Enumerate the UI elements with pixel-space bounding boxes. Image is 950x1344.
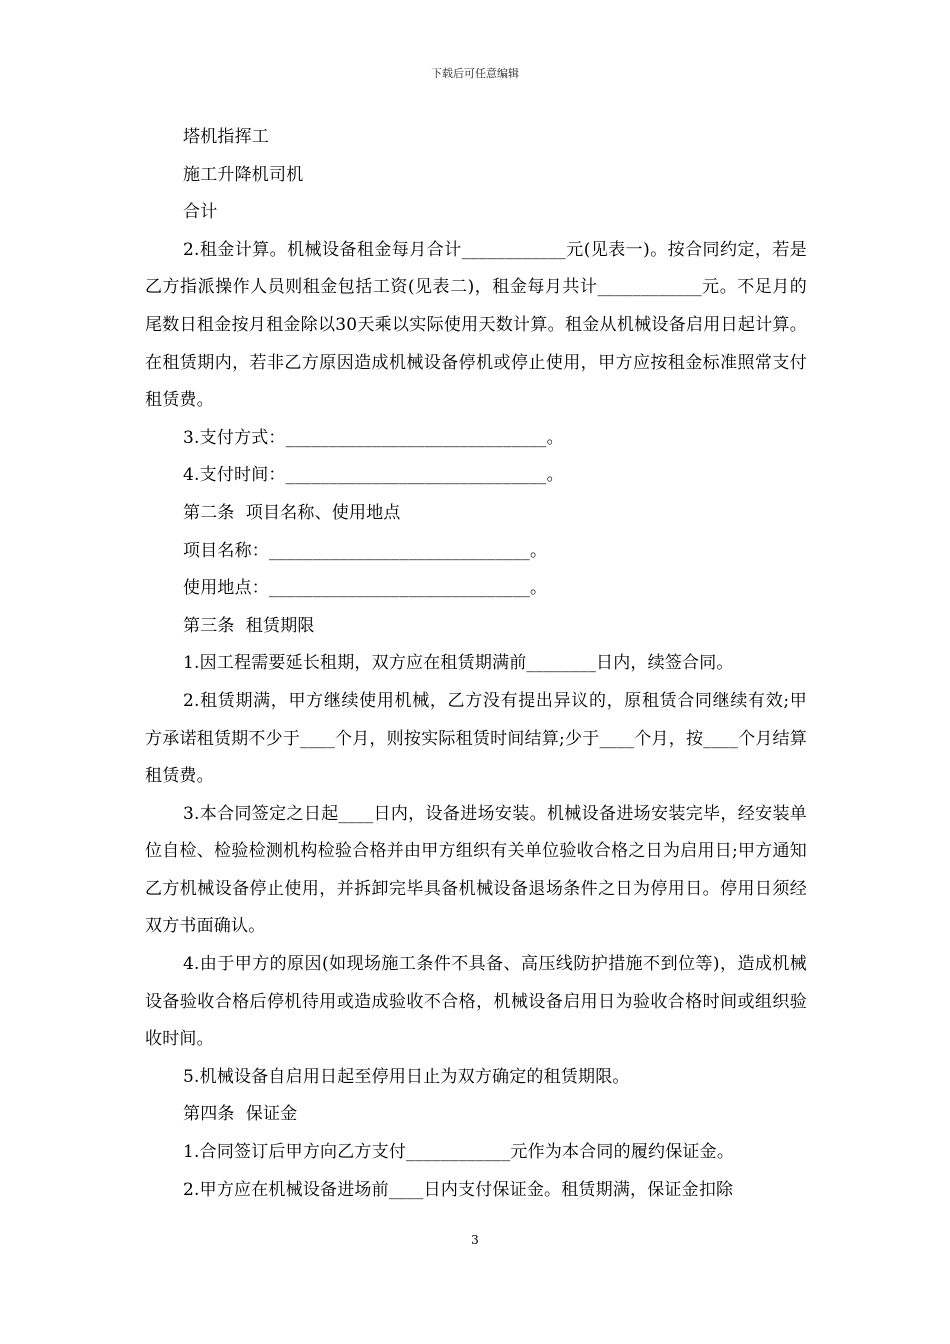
paragraph: 使用地点：______________________________。 bbox=[183, 578, 548, 599]
paragraph: 2.甲方应在机械设备进场前____日内支付保证金。租赁期满，保证金扣除 bbox=[183, 1179, 734, 1200]
paragraph: 3.本合同签定之日起____日内，设备进场安装。机械设备进场安装完毕，经安装单位自检、检验检测机构检验合格并由甲方组织有关单位验收合格之日为启用日;甲方通知乙方机械设备停止使用，并拆卸完毕具备机械设备退场条件之日为停用日。停用日须经双方书面确认。 bbox=[145, 803, 807, 937]
paragraph: 项目名称：______________________________。 bbox=[183, 540, 548, 561]
paragraph: 2.租金计算。机械设备租金每月合计____________元(见表一)。按合同约定，若是乙方指派操作人员则租金包括工资(见表二)，租金每月共计____________元。不足月的尾数日租金按月租金除以30天乘以实际使用天数计算。租金从机械设备启用日起计算。在租赁期内，若非乙方原因造成机械设备停机或停止使用，甲方应按租金标准照常支付租赁费。 bbox=[145, 239, 807, 411]
section-heading: 第四条 保证金 bbox=[183, 1104, 298, 1125]
paragraph: 合计 bbox=[183, 202, 218, 223]
document-body bbox=[145, 119, 807, 1209]
paragraph: 1.合同签订后甲方向乙方支付____________元作为本合同的履约保证金。 bbox=[183, 1142, 735, 1163]
page-number: 3 bbox=[471, 1233, 479, 1247]
paragraph: 2.租赁期满，甲方继续使用机械，乙方没有提出异议的，原租赁合同继续有效;甲方承诺租赁期不少于____个月，则按实际租赁时间结算;少于____个月，按____个月结算租赁费。 bbox=[145, 690, 807, 787]
paragraph: 5.机械设备自启用日起至停用日止为双方确定的租赁期限。 bbox=[183, 1066, 630, 1087]
section-heading: 第三条 租赁期限 bbox=[183, 615, 315, 636]
paragraph: 1.因工程需要延长租期，双方应在租赁期满前________日内，续签合同。 bbox=[183, 653, 734, 674]
section-heading: 第二条 项目名称、使用地点 bbox=[183, 502, 401, 523]
paragraph: 施工升降机司机 bbox=[183, 164, 304, 185]
paragraph: 4.由于甲方的原因(如现场施工条件不具备、高压线防护措施不到位等)，造成机械设备验收合格后停机待用或造成验收不合格，机械设备启用日为验收合格时间或组织验收时间。 bbox=[145, 954, 807, 1050]
paragraph: 4.支付时间：______________________________。 bbox=[183, 465, 564, 486]
paragraph: 3.支付方式：______________________________。 bbox=[183, 427, 564, 448]
paragraph: 塔机指挥工 bbox=[183, 127, 269, 147]
page-header-note: 下载后可任意编辑 bbox=[431, 67, 519, 80]
